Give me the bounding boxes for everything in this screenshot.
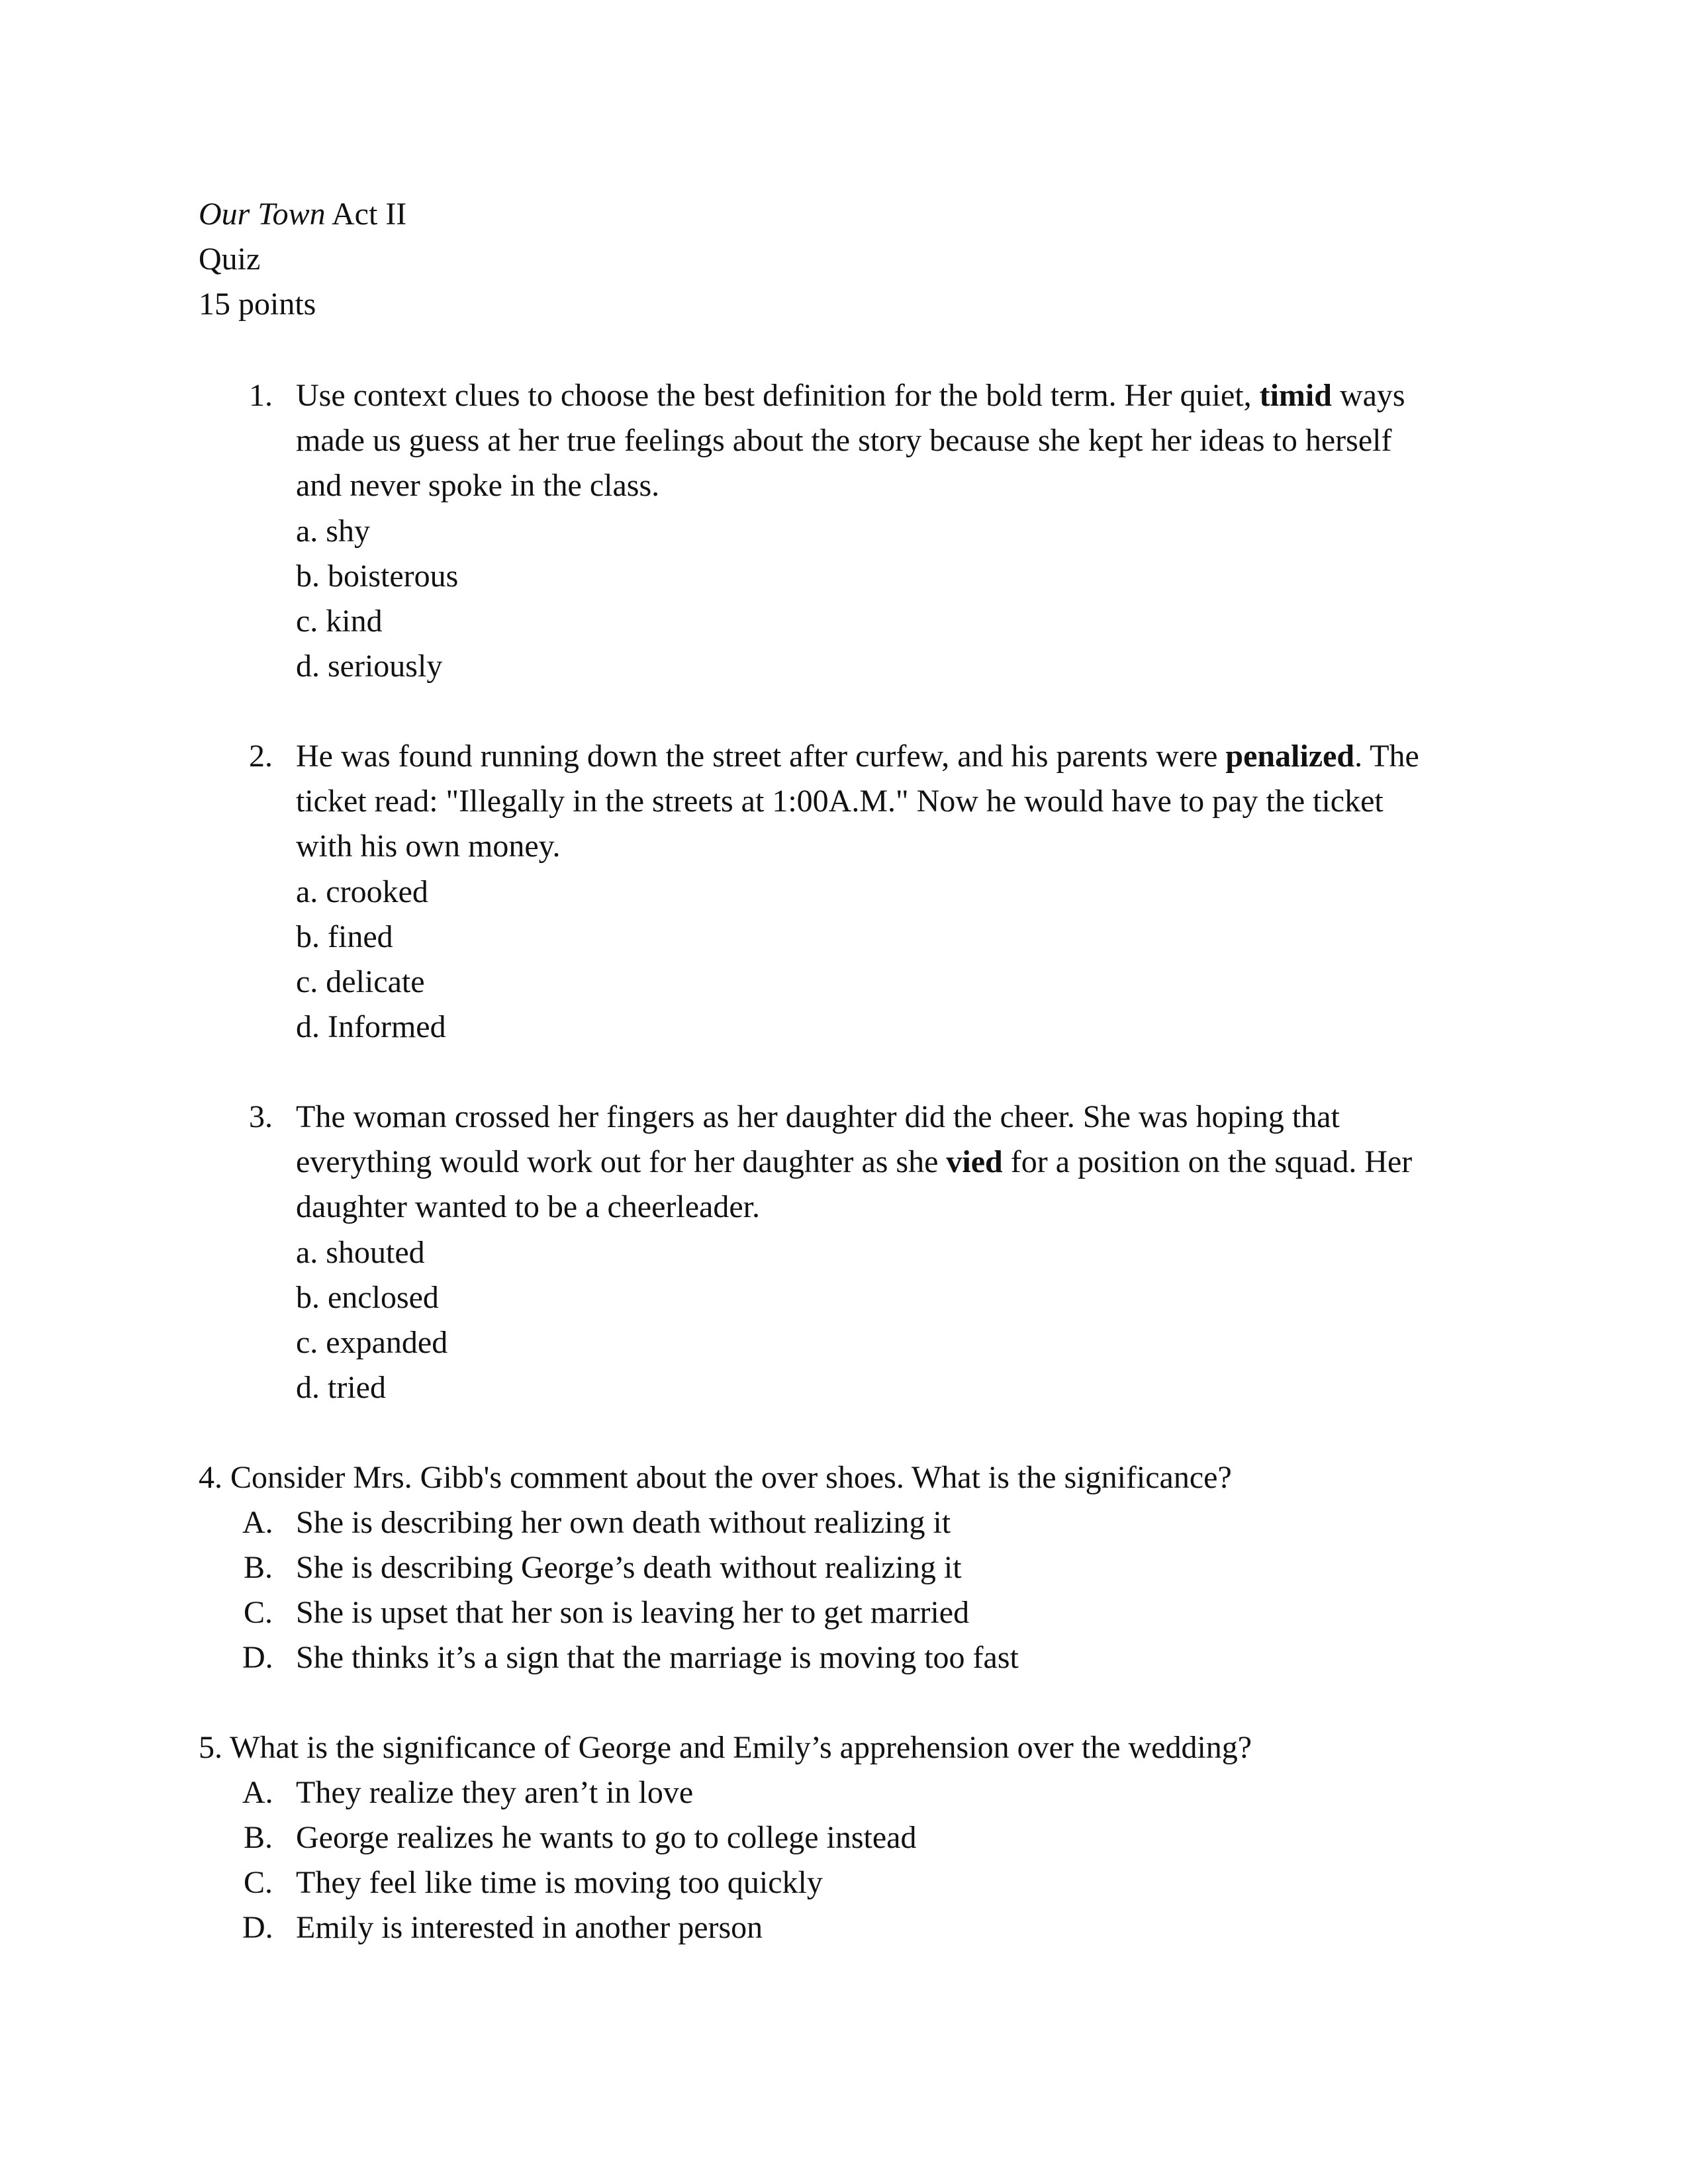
question-text-line: everything would work out for her daughter as she vied for a position on the squad. Her (296, 1144, 1413, 1179)
question-text-line: He was found running down the street after curfew, and his parents were penalized. The (296, 739, 1419, 774)
question-text-line: with his own money. (296, 829, 561, 864)
answer-choice: They realize they aren’t in love (296, 1775, 694, 1810)
question-text-line: ticket read: "Illegally in the streets at 1:00A.M." Now he would have to pay the ticket (296, 784, 1383, 819)
question-text-line: Use context clues to choose the best definition for the bold term. Her quiet, timid ways (296, 378, 1405, 413)
answer-choice: She is describing her own death without realizing it (296, 1505, 951, 1540)
question-text-line: The woman crossed her fingers as her daughter did the cheer. She was hoping that (296, 1099, 1340, 1134)
question-text-line: daughter wanted to be a cheerleader. (296, 1189, 760, 1224)
bold-term: vied (946, 1144, 1003, 1179)
answer-choice: a. crooked (296, 874, 428, 909)
choice-letter: B. (243, 1550, 273, 1585)
question-text: 4. Consider Mrs. Gibb's comment about the over shoes. What is the significance? (199, 1460, 1232, 1495)
answer-choice: a. shy (296, 514, 370, 549)
choice-letter: A. (242, 1775, 273, 1810)
answer-choice: George realizes he wants to go to college instead (296, 1820, 917, 1855)
question-text-line: and never spoke in the class. (296, 468, 660, 503)
answer-choice: d. Informed (296, 1009, 446, 1044)
choice-letter: A. (242, 1505, 273, 1540)
answer-choice: b. boisterous (296, 559, 459, 594)
answer-choice: c. kind (296, 604, 383, 639)
choice-letter: C. (243, 1595, 273, 1630)
answer-choice: She thinks it’s a sign that the marriage is moving too fast (296, 1640, 1019, 1675)
choice-letter: D. (242, 1910, 273, 1945)
answer-choice: b. fined (296, 919, 393, 954)
answer-choice: c. expanded (296, 1325, 448, 1360)
question-number: 1. (249, 378, 273, 413)
quiz-subtitle: Quiz (199, 242, 261, 277)
question-number: 3. (249, 1099, 273, 1134)
answer-choice: They feel like time is moving too quickly (296, 1865, 823, 1900)
bold-term: penalized (1225, 739, 1355, 774)
title-rest: Act II (325, 197, 407, 232)
quiz-points: 15 points (199, 287, 316, 322)
answer-choice: c. delicate (296, 964, 425, 999)
title-italic: Our Town (199, 197, 326, 232)
quiz-title (199, 199, 406, 230)
answer-choice: She is describing George’s death without realizing it (296, 1550, 962, 1585)
question-number: 2. (249, 739, 273, 774)
question-text-line: made us guess at her true feelings about the story because she kept her ideas to herself (296, 423, 1392, 458)
answer-choice: d. seriously (296, 649, 443, 684)
answer-choice: d. tried (296, 1370, 386, 1405)
choice-letter: D. (242, 1640, 273, 1675)
choice-letter: C. (243, 1865, 273, 1900)
answer-choice: She is upset that her son is leaving her to get married (296, 1595, 970, 1630)
choice-letter: B. (243, 1820, 273, 1855)
answer-choice: b. enclosed (296, 1280, 439, 1315)
answer-choice: Emily is interested in another person (296, 1910, 763, 1945)
question-text: 5. What is the significance of George and Emily’s apprehension over the wedding? (199, 1730, 1252, 1765)
bold-term: timid (1259, 378, 1332, 413)
answer-choice: a. shouted (296, 1235, 425, 1270)
